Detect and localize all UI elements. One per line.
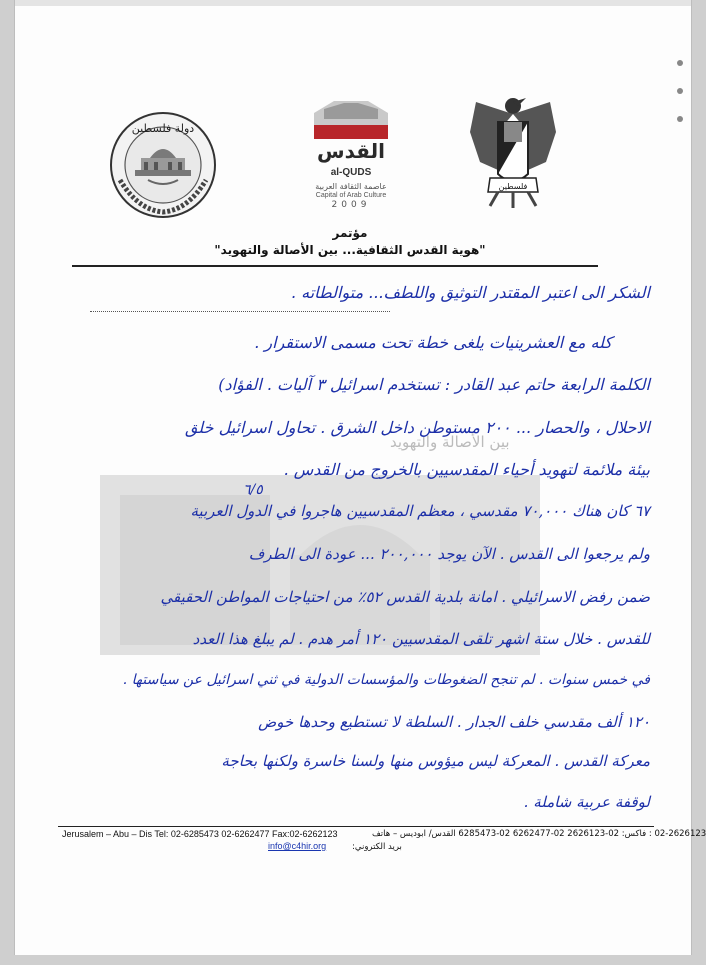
handwritten-line: بيئة ملائمة لتهويد أحياء المقدسيين بالخروج من القدس .	[283, 460, 650, 479]
conference-title: "هوية القدس الثقافية... بين الأصالة والتهويد"	[214, 243, 486, 257]
header-divider	[72, 265, 598, 267]
quds-year: 2009	[331, 200, 371, 210]
email-label: بريد الكتروني:	[352, 842, 402, 852]
punch-hole	[677, 88, 683, 94]
page-top-edge	[15, 0, 691, 6]
watermark-text: بين الأصالة والتهويد	[390, 433, 510, 451]
svg-text:al-QUDS: al-QUDS	[330, 167, 372, 178]
handwritten-line: في خمس سنوات . لم تنجح الضغوطات والمؤسسات الدولية في ثني اسرائيل عن سياستها .	[122, 672, 650, 688]
handwritten-line: ٦٧ كان هناك ٧٠,٠٠٠ مقدسي ، معظم المقدسيين هاجروا في الدول العربية	[190, 502, 650, 520]
handwritten-line: الكلمة الرابعة حاتم عبد القادر : تستخدم اسرائيل ٣ آليات . الفؤاد)	[218, 375, 650, 394]
dotted-rule	[90, 311, 390, 312]
punch-hole	[677, 60, 683, 66]
footer-contact-en: Jerusalem – Abu – Dis Tel: 02-6285473 02-6262477 Fax:02-6262123	[62, 829, 338, 839]
footer-contact-ar: 02-2626123 : فاكس: 02-2626123 02-6262477 02-6285473 القدس/ ابوديس – هاتف	[372, 829, 706, 839]
quds-subtitle-en: Capital of Arab Culture	[315, 192, 387, 199]
handwritten-line: ضمن رفض الاسرائيلي . امانة بلدية القدس ٥٢٪ من احتياجات المواطن الحقيقي	[160, 588, 650, 606]
email-link[interactable]: info@c4hir.org	[268, 841, 327, 851]
handwritten-line: للقدس . خلال ستة اشهر تلقى المقدسيين ١٢٠ أمر هدم . لم يبلغ هذا العدد	[192, 630, 650, 648]
ministry-seal-logo	[108, 110, 218, 220]
handwritten-line: كله مع العشرينيات يلغى خطة تحت مسمى الاستقرار .	[254, 333, 612, 352]
conference-label: مؤتمر	[332, 226, 368, 240]
punch-holes	[677, 60, 685, 220]
punch-hole	[677, 116, 683, 122]
handwritten-line: ١٢٠ ألف مقدسي خلف الجدار . السلطة لا تستطيع وحدها خوض	[258, 713, 650, 731]
handwritten-line: الشكر الى اعتبر المقتدر التوثيق واللطف... متوالطاته .	[290, 283, 650, 302]
svg-text:دولة فلسطين: دولة فلسطين	[131, 122, 195, 135]
handwritten-line: لوقفة عربية شاملة .	[523, 793, 650, 811]
handwritten-line: الاحلال ، والحصار ... ٢٠٠ مستوطن داخل الشرق . تحاول اسرائيل خلق	[184, 418, 650, 437]
handwritten-line: ولم يرجعوا الى القدس . الآن يوجد ٢٠٠,٠٠٠ ... عودة الى الطرف	[248, 545, 650, 563]
footer-divider	[58, 826, 654, 827]
handwritten-margin-note: ٦/٥	[243, 482, 263, 498]
handwritten-line: معركة القدس . المعركة ليس ميؤوس منها ولسنا خاسرة ولكنها بحاجة	[221, 752, 650, 770]
svg-text:القدس: القدس	[317, 139, 385, 163]
palestine-eagle-emblem	[468, 92, 558, 210]
quds-subtitle-ar: عاصمة الثقافة العربية	[315, 182, 387, 191]
svg-text:فلسطين: فلسطين	[498, 182, 528, 191]
